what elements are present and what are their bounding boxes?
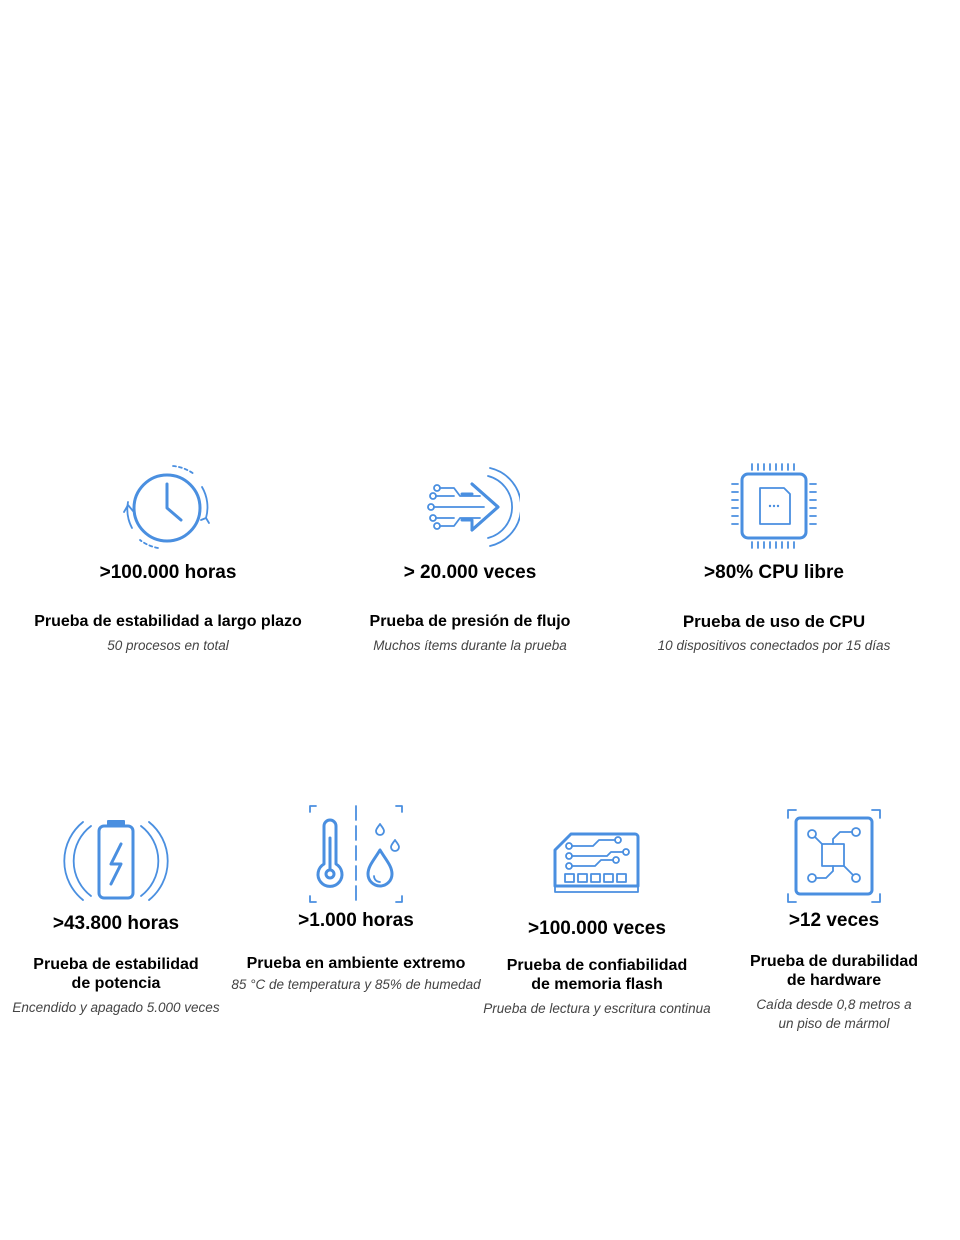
test-title: Prueba de estabilidad a largo plazo bbox=[34, 613, 302, 630]
test-description: Prueba de lectura y escritura continua bbox=[483, 1001, 711, 1016]
test-item-power-stability bbox=[8, 814, 224, 1017]
test-title: Prueba de uso de CPU bbox=[682, 612, 866, 631]
test-item-flash-memory bbox=[482, 826, 712, 1018]
test-title: Prueba de estabilidad de potencia bbox=[33, 956, 199, 992]
metric-value: > 20.000 veces bbox=[403, 562, 537, 583]
test-item-flow-pressure bbox=[322, 462, 618, 655]
metric-value: >12 veces bbox=[788, 910, 880, 931]
metric-value: >100.000 veces bbox=[528, 918, 666, 939]
metric-value: >1.000 horas bbox=[298, 910, 414, 931]
battery-charge-icon bbox=[61, 814, 171, 906]
test-description: 50 procesos en total bbox=[107, 638, 229, 653]
metric-value: >80% CPU libre bbox=[704, 562, 844, 583]
test-item-cpu-usage bbox=[624, 462, 924, 655]
test-description: Caída desde 0,8 metros a un piso de mármol bbox=[756, 997, 912, 1031]
test-item-long-term-stability bbox=[20, 462, 316, 655]
flow-arrow-icon bbox=[420, 462, 520, 552]
cpu-chip-icon bbox=[724, 462, 824, 552]
test-item-extreme-environment bbox=[218, 804, 494, 994]
test-title: Prueba de durabilidad de hardware bbox=[749, 953, 919, 989]
hardware-board-icon bbox=[786, 808, 882, 904]
thermometer-humidity-icon bbox=[306, 804, 406, 906]
test-description: 10 dispositivos conectados por 15 días bbox=[657, 638, 891, 653]
clock-cycle-icon bbox=[118, 462, 218, 552]
test-description: Encendido y apagado 5.000 veces bbox=[12, 1000, 220, 1015]
test-title: Prueba de confiabilidad de memoria flash bbox=[506, 957, 688, 993]
test-title: Prueba de presión de flujo bbox=[369, 613, 571, 630]
metric-value: >100.000 horas bbox=[99, 562, 237, 583]
test-description: Muchos ítems durante la prueba bbox=[373, 638, 567, 653]
test-title: Prueba en ambiente extremo bbox=[246, 955, 466, 972]
test-description: 85 °C de temperatura y 85% de humedad bbox=[231, 977, 481, 992]
metric-value: >43.800 horas bbox=[52, 913, 180, 934]
test-item-hardware-durability bbox=[738, 808, 930, 1033]
memory-board-icon bbox=[549, 826, 645, 902]
